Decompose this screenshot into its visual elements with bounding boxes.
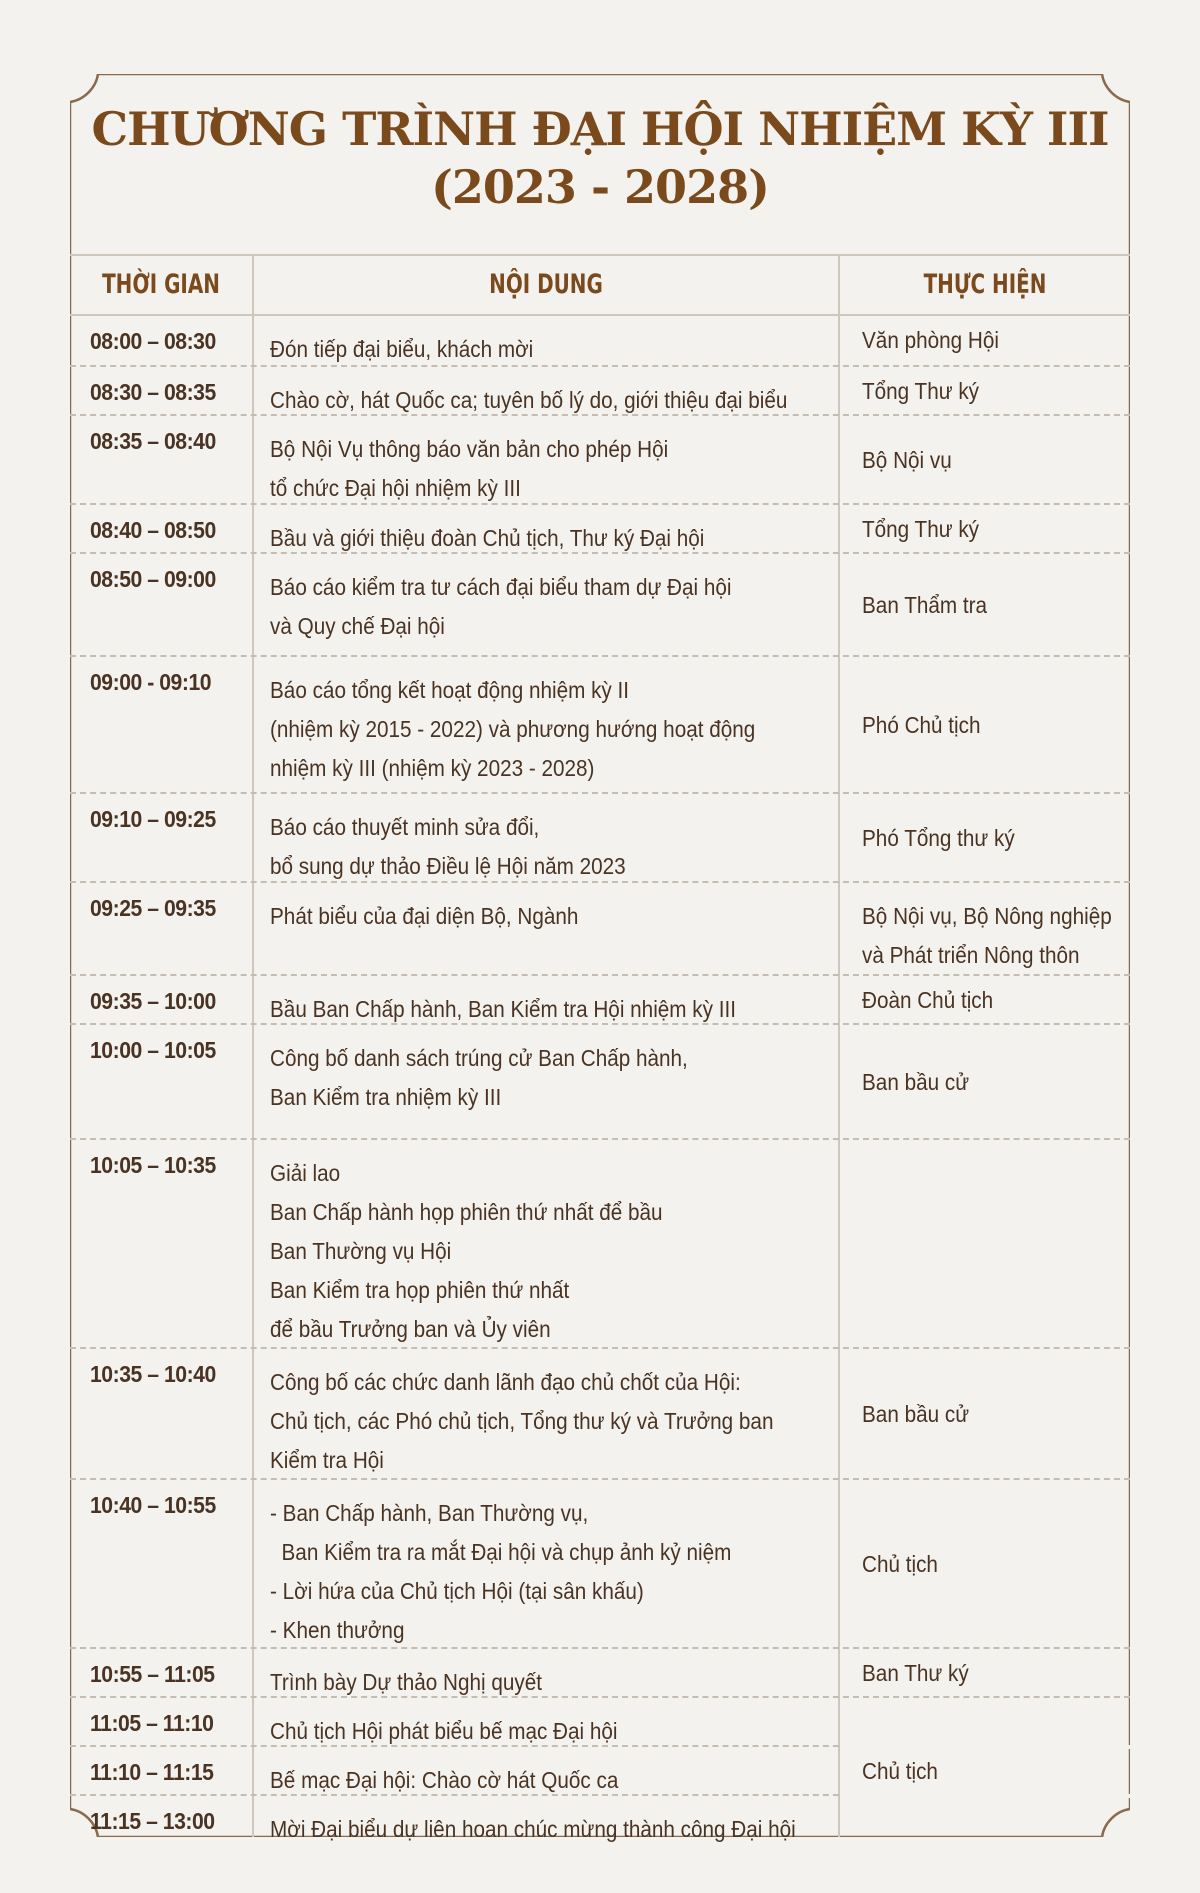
executor-line: Ban bầu cử bbox=[862, 1069, 970, 1095]
content-line: Ban Kiểm tra họp phiên thứ nhất bbox=[270, 1277, 570, 1303]
cell-executor bbox=[862, 657, 1130, 794]
cell-time: 10:35 – 10:40 bbox=[90, 1361, 216, 1387]
content-line: tổ chức Đại hội nhiệm kỳ III bbox=[270, 475, 521, 501]
table-row bbox=[70, 792, 1130, 883]
cell-executor bbox=[862, 554, 1130, 657]
merge-mask bbox=[840, 1745, 1130, 1749]
executor-line: Ban bầu cử bbox=[862, 1401, 970, 1427]
executor-line: Bộ Nội vụ, Bộ Nông nghiệp bbox=[862, 903, 1112, 929]
cell-time: 09:25 – 09:35 bbox=[90, 895, 216, 921]
table-row bbox=[70, 1794, 1130, 1845]
cell-content bbox=[270, 657, 850, 808]
executor-line: Ban Thẩm tra bbox=[862, 592, 988, 618]
cell-time: 11:05 – 11:10 bbox=[90, 1710, 214, 1736]
content-line: - Khen thưởng bbox=[270, 1617, 405, 1643]
content-line: để bầu Trưởng ban và Ủy viên bbox=[270, 1316, 551, 1342]
content-line: (nhiệm kỳ 2015 - 2022) và phương hướng hoạt động bbox=[270, 716, 756, 742]
content-line: Báo cáo tổng kết hoạt động nhiệm kỳ II bbox=[270, 677, 630, 703]
table-row bbox=[70, 1647, 1130, 1698]
executor-line: Đoàn Chủ tịch bbox=[862, 987, 994, 1013]
table-row bbox=[70, 655, 1130, 794]
content-line: Ban Kiểm tra ra mắt Đại hội và chụp ảnh kỷ niệm bbox=[270, 1539, 732, 1565]
cell-time: 08:35 – 08:40 bbox=[90, 428, 216, 454]
content-line: Chủ tịch, các Phó chủ tịch, Tổng thư ký và Trưởng ban bbox=[270, 1408, 774, 1434]
content-line: Báo cáo kiểm tra tư cách đại biểu tham dự Đại hội bbox=[270, 574, 732, 600]
content-line: Báo cáo thuyết minh sửa đổi, bbox=[270, 814, 540, 840]
table-row bbox=[70, 503, 1130, 554]
table-row bbox=[70, 552, 1130, 657]
header-executor: THỰC HIỆN bbox=[923, 269, 1047, 300]
cell-executor bbox=[862, 976, 1130, 1025]
cell-executor bbox=[862, 1349, 1130, 1480]
content-line: Kiểm tra Hội bbox=[270, 1447, 384, 1473]
content-line: Công bố danh sách trúng cử Ban Chấp hành, bbox=[270, 1045, 688, 1071]
content-line: bổ sung dự thảo Điều lệ Hội năm 2023 bbox=[270, 853, 626, 879]
table-row bbox=[70, 1745, 1130, 1796]
content-line: Chào cờ, hát Quốc ca; tuyên bố lý do, giới thiệu đại biểu bbox=[270, 387, 788, 413]
content-line: Trình bày Dự thảo Nghị quyết bbox=[270, 1669, 542, 1695]
cell-time: 10:40 – 10:55 bbox=[90, 1492, 216, 1518]
cell-executor bbox=[862, 794, 1130, 883]
table-row bbox=[70, 414, 1130, 505]
cell-executor bbox=[862, 316, 1130, 365]
content-line: - Lời hứa của Chủ tịch Hội (tại sân khấu) bbox=[270, 1578, 644, 1604]
cell-time: 09:00 - 09:10 bbox=[90, 669, 212, 695]
cell-time: 08:00 – 08:30 bbox=[90, 328, 216, 354]
cell-executor bbox=[862, 1649, 1130, 1698]
executor-line: Ban Thư ký bbox=[862, 1660, 969, 1686]
cell-time: 10:55 – 11:05 bbox=[90, 1661, 215, 1687]
cell-content bbox=[270, 1140, 850, 1363]
cell-executor bbox=[862, 1025, 1130, 1140]
content-line: Bầu Ban Chấp hành, Ban Kiểm tra Hội nhiệm kỳ III bbox=[270, 996, 737, 1022]
cell-time: 09:35 – 10:00 bbox=[90, 988, 216, 1014]
executor-line: Phó Tổng thư ký bbox=[862, 825, 1015, 851]
content-line: nhiệm kỳ III (nhiệm kỳ 2023 - 2028) bbox=[270, 755, 595, 781]
executor-line: Tổng Thư ký bbox=[862, 378, 980, 404]
merge-mask bbox=[840, 1794, 1130, 1798]
content-line: và Quy chế Đại hội bbox=[270, 613, 445, 639]
cell-time: 08:30 – 08:35 bbox=[90, 379, 216, 405]
executor-line: Chủ tịch bbox=[862, 1551, 938, 1577]
executor-line: Chủ tịch bbox=[862, 1758, 938, 1784]
content-line: Ban Kiểm tra nhiệm kỳ III bbox=[270, 1084, 502, 1110]
page-title bbox=[70, 100, 1130, 216]
table-row bbox=[70, 974, 1130, 1025]
cell-time: 11:15 – 13:00 bbox=[90, 1808, 215, 1834]
cell-content bbox=[270, 554, 850, 671]
cell-time: 08:40 – 08:50 bbox=[90, 517, 216, 543]
table-row bbox=[70, 1478, 1130, 1649]
cell-time: 11:10 – 11:15 bbox=[90, 1759, 214, 1785]
cell-executor bbox=[862, 367, 1130, 416]
table-row bbox=[70, 365, 1130, 416]
cell-content bbox=[270, 1349, 850, 1494]
executor-line: Văn phòng Hội bbox=[862, 327, 999, 353]
cell-executor bbox=[862, 416, 1130, 505]
cell-content bbox=[270, 1796, 850, 1859]
content-line: Công bố các chức danh lãnh đạo chủ chốt của Hội: bbox=[270, 1369, 741, 1395]
cell-content bbox=[270, 1480, 850, 1663]
table-row bbox=[70, 1138, 1130, 1349]
title-line-2: (2023 - 2028) bbox=[431, 160, 769, 214]
cell-time: 10:00 – 10:05 bbox=[90, 1037, 216, 1063]
cell-content bbox=[270, 1025, 850, 1154]
cell-executor bbox=[862, 505, 1130, 554]
executor-line: Tổng Thư ký bbox=[862, 516, 980, 542]
content-line: Mời Đại biểu dự liên hoan chúc mừng thành công Đại hội bbox=[270, 1816, 796, 1842]
table-row bbox=[70, 1023, 1130, 1140]
content-line: Phát biểu của đại diện Bộ, Ngành bbox=[270, 903, 579, 929]
header-content: NỘI DUNG bbox=[489, 269, 603, 300]
executor-line: và Phát triển Nông thôn bbox=[862, 942, 1080, 968]
table-row bbox=[70, 881, 1130, 976]
content-line: - Ban Chấp hành, Ban Thường vụ, bbox=[270, 1500, 589, 1526]
content-line: Đón tiếp đại biểu, khách mời bbox=[270, 336, 534, 362]
content-line: Giải lao bbox=[270, 1160, 341, 1186]
table-row bbox=[70, 316, 1130, 365]
title-line-1: CHƯƠNG TRÌNH ĐẠI HỘI NHIỆM KỲ III bbox=[91, 102, 1109, 156]
content-line: Chủ tịch Hội phát biểu bế mạc Đại hội bbox=[270, 1718, 618, 1744]
content-line: Bộ Nội Vụ thông báo văn bản cho phép Hội bbox=[270, 436, 669, 462]
table-row bbox=[70, 1347, 1130, 1480]
cell-time: 08:50 – 09:00 bbox=[90, 566, 216, 592]
content-line: Bầu và giới thiệu đoàn Chủ tịch, Thư ký Đại hội bbox=[270, 525, 705, 551]
executor-line: Bộ Nội vụ bbox=[862, 447, 952, 473]
cell-time: 10:05 – 10:35 bbox=[90, 1152, 216, 1178]
header-time: THỜI GIAN bbox=[102, 269, 220, 300]
content-line: Ban Chấp hành họp phiên thứ nhất để bầu bbox=[270, 1199, 663, 1225]
content-line: Ban Thường vụ Hội bbox=[270, 1238, 452, 1264]
executor-line: Phó Chủ tịch bbox=[862, 712, 981, 738]
cell-time: 09:10 – 09:25 bbox=[90, 806, 216, 832]
cell-executor bbox=[862, 1480, 1130, 1649]
content-line: Bế mạc Đại hội: Chào cờ hát Quốc ca bbox=[270, 1767, 619, 1793]
